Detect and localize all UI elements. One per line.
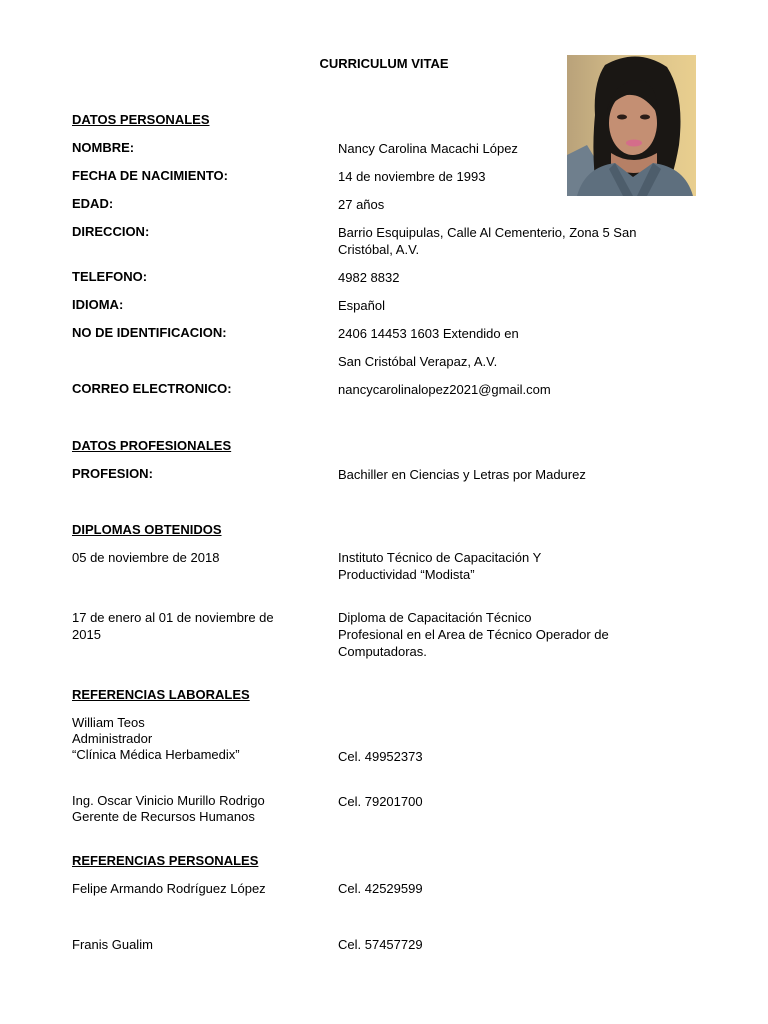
work-reference-phone: Cel. 49952373	[338, 749, 423, 764]
label-direccion: DIRECCION:	[72, 224, 150, 239]
section-heading-diplomas: DIPLOMAS OBTENIDOS	[72, 522, 222, 537]
label-telefono: TELEFONO:	[72, 269, 148, 284]
label-identificacion: NO DE IDENTIFICACION:	[72, 325, 227, 340]
value-direccion: Barrio Esquipulas, Calle Al Cementerio, Zona 5 San Cristóbal, A.V.	[338, 225, 637, 257]
diploma-desc: Diploma de Capacitación Técnico Profesional en el Area de Técnico Operador de Computadoras.	[338, 610, 609, 659]
personal-reference-person: Felipe Armando Rodríguez López	[72, 881, 266, 896]
work-reference-person: Ing. Oscar Vinicio Murillo Rodrigo Gerente de Recursos Humanos	[72, 793, 265, 824]
label-idioma: IDIOMA:	[72, 297, 124, 312]
document-title: CURRICULUM VITAE	[319, 56, 449, 71]
section-heading-personal: DATOS PERSONALES	[72, 112, 210, 127]
work-reference-phone: Cel. 79201700	[338, 794, 423, 809]
profile-photo	[567, 55, 696, 196]
label-profesion: PROFESION:	[72, 466, 153, 481]
personal-reference-phone: Cel. 42529599	[338, 881, 423, 896]
label-fecha-nacimiento: FECHA DE NACIMIENTO:	[72, 168, 228, 183]
value-telefono: 4982 8832	[338, 270, 400, 285]
label-correo: CORREO ELECTRONICO:	[72, 381, 232, 396]
personal-reference-person: Franis Gualim	[72, 937, 153, 952]
diploma-desc: Instituto Técnico de Capacitación Y Productividad “Modista”	[338, 550, 542, 582]
value-profesion: Bachiller en Ciencias y Letras por Madurez	[338, 467, 586, 482]
section-heading-work-references: REFERENCIAS LABORALES	[72, 687, 250, 702]
work-reference-person: William Teos Administrador “Clínica Médica Herbamedix”	[72, 715, 240, 762]
value-identificacion: 2406 14453 1603 Extendido en	[338, 326, 519, 341]
value-identificacion-lugar: San Cristóbal Verapaz, A.V.	[338, 354, 498, 369]
label-nombre: NOMBRE:	[72, 140, 135, 155]
diploma-date: 05 de noviembre de 2018	[72, 550, 220, 565]
value-fecha-nacimiento: 14 de noviembre de 1993	[338, 169, 486, 184]
diploma-date: 17 de enero al 01 de noviembre de 2015	[72, 610, 274, 642]
value-edad: 27 años	[338, 197, 385, 212]
value-idioma: Español	[338, 298, 385, 313]
value-correo: nancycarolinalopez2021@gmail.com	[338, 382, 551, 397]
label-edad: EDAD:	[72, 196, 114, 211]
value-nombre: Nancy Carolina Macachi López	[338, 141, 518, 156]
personal-reference-phone: Cel. 57457729	[338, 937, 423, 952]
section-heading-personal-references: REFERENCIAS PERSONALES	[72, 853, 259, 868]
section-heading-professional: DATOS PROFESIONALES	[72, 438, 232, 453]
